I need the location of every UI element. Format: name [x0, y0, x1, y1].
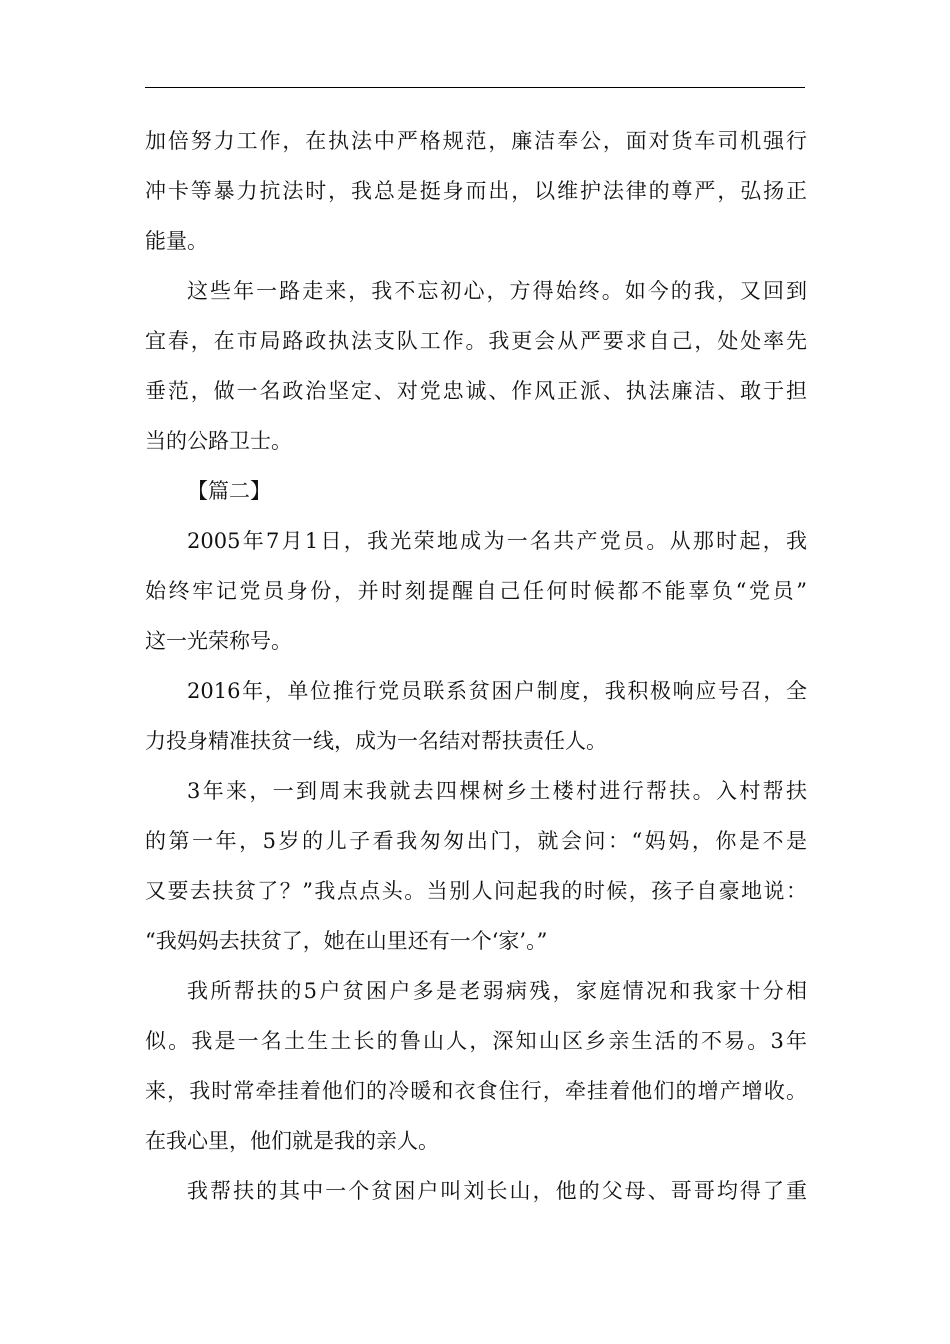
text-line: 2005年7月1日，我光荣地成为一名共产党员。从那时起，我 — [187, 529, 807, 553]
text-line: 这一光荣称号。 — [145, 629, 292, 653]
header-rule — [145, 87, 805, 88]
text-line: 力投身精准扶贫一线，成为一名结对帮扶责任人。 — [145, 729, 607, 753]
body-text — [145, 116, 807, 1216]
text-line: 来，我时常牵挂着他们的冷暖和衣食住行，牵挂着他们的增产增收。 — [145, 1079, 807, 1103]
text-line: 能量。 — [145, 229, 208, 253]
text-line: 似。我是一名土生土长的鲁山人，深知山区乡亲生活的不易。3年 — [145, 1029, 807, 1053]
text-line: 当的公路卫士。 — [145, 429, 292, 453]
text-line: 始终牢记党员身份，并时刻提醒自己任何时候都不能辜负“党员” — [145, 579, 807, 603]
text-line: 3年来，一到周末我就去四棵树乡土楼村进行帮扶。入村帮扶 — [187, 779, 807, 803]
text-line: “我妈妈去扶贫了，她在山里还有一个‘家’。” — [145, 929, 548, 953]
text-line: 宜春，在市局路政执法支队工作。我更会从严要求自己，处处率先 — [145, 329, 807, 353]
text-line: 的第一年，5岁的儿子看我匆匆出门，就会问：“妈妈，你是不是 — [145, 829, 807, 853]
text-line: 在我心里，他们就是我的亲人。 — [145, 1129, 439, 1153]
text-line: 2016年，单位推行党员联系贫困户制度，我积极响应号召，全 — [187, 679, 807, 703]
text-line: 垂范，做一名政治坚定、对党忠诚、作风正派、执法廉洁、敢于担 — [145, 379, 807, 403]
text-line: 我帮扶的其中一个贫困户叫刘长山，他的父母、哥哥均得了重 — [187, 1179, 807, 1203]
text-line: 我所帮扶的5户贫困户多是老弱病残，家庭情况和我家十分相 — [187, 979, 807, 1003]
section-heading: 【篇二】 — [187, 479, 271, 503]
text-line: 这些年一路走来，我不忘初心，方得始终。如今的我，又回到 — [187, 279, 807, 303]
text-line: 冲卡等暴力抗法时，我总是挺身而出，以维护法律的尊严，弘扬正 — [145, 179, 807, 203]
text-line: 加倍努力工作，在执法中严格规范，廉洁奉公，面对货车司机强行 — [145, 129, 807, 153]
text-line: 又要去扶贫了？”我点点头。当别人问起我的时候，孩子自豪地说： — [145, 879, 807, 903]
